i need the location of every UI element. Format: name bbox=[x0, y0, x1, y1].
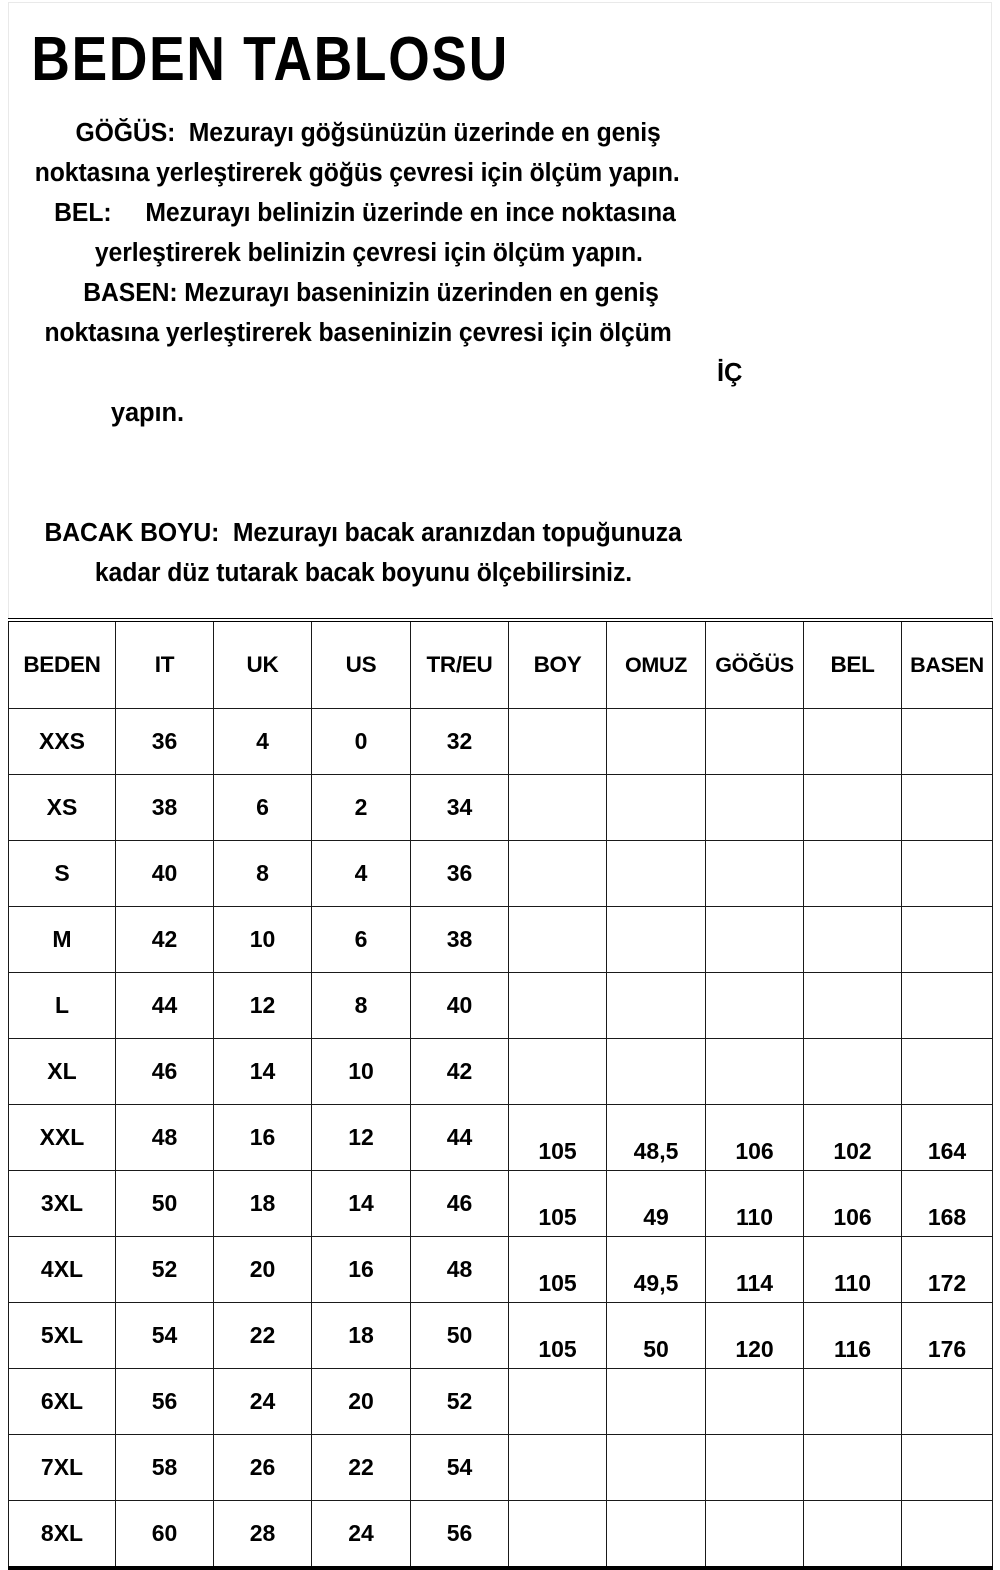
cell-us: 10 bbox=[312, 1039, 411, 1105]
cell-beden: XXS bbox=[9, 709, 116, 775]
table-row bbox=[9, 1501, 993, 1569]
cell-beden: 8XL bbox=[9, 1501, 116, 1569]
cell-basen bbox=[902, 775, 993, 841]
cell-treu: 32 bbox=[411, 709, 509, 775]
cell-it: 42 bbox=[116, 907, 214, 973]
cell-beden: XL bbox=[9, 1039, 116, 1105]
cell-basen: 168 bbox=[902, 1171, 993, 1237]
cell-treu: 44 bbox=[411, 1105, 509, 1171]
cell-us: 16 bbox=[312, 1237, 411, 1303]
cell-us: 14 bbox=[312, 1171, 411, 1237]
table-header-row bbox=[9, 620, 993, 709]
cell-beden: M bbox=[9, 907, 116, 973]
table-row bbox=[9, 907, 993, 973]
cell-gogus bbox=[706, 1369, 804, 1435]
cell-it: 38 bbox=[116, 775, 214, 841]
cell-omuz bbox=[607, 841, 706, 907]
instruction-line-gogus-2: noktasına yerleştirerek göğüs çevresi için ölçüm yapın. bbox=[34, 159, 680, 187]
cell-gogus: 120 bbox=[706, 1303, 804, 1369]
table-row bbox=[9, 1237, 993, 1303]
column-header-it: IT bbox=[116, 620, 214, 709]
cell-treu: 54 bbox=[411, 1435, 509, 1501]
instruction-line-basen-1: BASEN: Mezurayı baseninizin üzerinden en geniş bbox=[83, 279, 659, 307]
instruction-line-bel-1: BEL: Mezurayı belinizin üzerinde en ince noktasına bbox=[54, 199, 676, 227]
cell-basen bbox=[902, 1435, 993, 1501]
cell-gogus bbox=[706, 841, 804, 907]
cell-uk: 6 bbox=[214, 775, 312, 841]
cell-gogus bbox=[706, 973, 804, 1039]
cell-us: 8 bbox=[312, 973, 411, 1039]
table-row bbox=[9, 1369, 993, 1435]
cell-uk: 22 bbox=[214, 1303, 312, 1369]
size-table-header bbox=[9, 620, 993, 709]
cell-us: 6 bbox=[312, 907, 411, 973]
cell-uk: 18 bbox=[214, 1171, 312, 1237]
cell-omuz bbox=[607, 973, 706, 1039]
instruction-line-basen-2: noktasına yerleştirerek baseninizin çevresi için ölçüm bbox=[44, 319, 672, 347]
cell-omuz: 49,5 bbox=[607, 1237, 706, 1303]
cell-treu: 34 bbox=[411, 775, 509, 841]
column-header-basen: BASEN bbox=[902, 620, 993, 709]
cell-uk: 12 bbox=[214, 973, 312, 1039]
cell-us: 2 bbox=[312, 775, 411, 841]
cell-it: 60 bbox=[116, 1501, 214, 1569]
cell-beden: 4XL bbox=[9, 1237, 116, 1303]
cell-boy: 105 bbox=[509, 1171, 607, 1237]
column-header-boy: BOY bbox=[509, 620, 607, 709]
column-header-gogus: GÖĞÜS bbox=[706, 620, 804, 709]
cell-basen bbox=[902, 973, 993, 1039]
cell-omuz bbox=[607, 775, 706, 841]
cell-uk: 20 bbox=[214, 1237, 312, 1303]
cell-omuz bbox=[607, 709, 706, 775]
cell-gogus bbox=[706, 1501, 804, 1569]
cell-uk: 14 bbox=[214, 1039, 312, 1105]
cell-boy bbox=[509, 841, 607, 907]
cell-boy bbox=[509, 709, 607, 775]
cell-gogus bbox=[706, 907, 804, 973]
cell-basen: 176 bbox=[902, 1303, 993, 1369]
instruction-line-gogus-1: GÖĞÜS: Mezurayı göğsünüzün üzerinde en geniş bbox=[75, 119, 661, 147]
size-table bbox=[8, 618, 993, 1570]
table-row bbox=[9, 775, 993, 841]
cell-omuz bbox=[607, 1369, 706, 1435]
cell-boy: 105 bbox=[509, 1237, 607, 1303]
cell-treu: 40 bbox=[411, 973, 509, 1039]
cell-bel: 110 bbox=[804, 1237, 902, 1303]
cell-it: 56 bbox=[116, 1369, 214, 1435]
cell-uk: 24 bbox=[214, 1369, 312, 1435]
cell-uk: 8 bbox=[214, 841, 312, 907]
cell-boy bbox=[509, 1039, 607, 1105]
cell-boy: 105 bbox=[509, 1303, 607, 1369]
cell-omuz: 48,5 bbox=[607, 1105, 706, 1171]
cell-treu: 36 bbox=[411, 841, 509, 907]
column-header-us: US bbox=[312, 620, 411, 709]
cell-treu: 42 bbox=[411, 1039, 509, 1105]
instruction-line-basen-3-row bbox=[27, 353, 951, 513]
cell-it: 36 bbox=[116, 709, 214, 775]
cell-uk: 26 bbox=[214, 1435, 312, 1501]
cell-uk: 10 bbox=[214, 907, 312, 973]
cell-us: 22 bbox=[312, 1435, 411, 1501]
cell-treu: 52 bbox=[411, 1369, 509, 1435]
cell-beden: 5XL bbox=[9, 1303, 116, 1369]
cell-bel: 106 bbox=[804, 1171, 902, 1237]
cell-gogus bbox=[706, 1435, 804, 1501]
cell-treu: 48 bbox=[411, 1237, 509, 1303]
cell-boy bbox=[509, 973, 607, 1039]
cell-bel bbox=[804, 775, 902, 841]
cell-omuz bbox=[607, 1501, 706, 1569]
cell-bel bbox=[804, 907, 902, 973]
table-row bbox=[9, 1105, 993, 1171]
cell-us: 4 bbox=[312, 841, 411, 907]
cell-gogus: 110 bbox=[706, 1171, 804, 1237]
cell-omuz: 49 bbox=[607, 1171, 706, 1237]
cell-treu: 50 bbox=[411, 1303, 509, 1369]
cell-boy bbox=[509, 775, 607, 841]
cell-beden: 6XL bbox=[9, 1369, 116, 1435]
cell-basen: 164 bbox=[902, 1105, 993, 1171]
page-title: BEDEN TABLOSU bbox=[31, 25, 509, 94]
cell-beden: L bbox=[9, 973, 116, 1039]
cell-bel bbox=[804, 1039, 902, 1105]
cell-basen bbox=[902, 907, 993, 973]
cell-boy bbox=[509, 1435, 607, 1501]
cell-us: 18 bbox=[312, 1303, 411, 1369]
column-header-uk: UK bbox=[214, 620, 312, 709]
table-row bbox=[9, 1435, 993, 1501]
table-row bbox=[9, 973, 993, 1039]
cell-gogus bbox=[706, 709, 804, 775]
cell-basen bbox=[902, 1039, 993, 1105]
cell-gogus: 106 bbox=[706, 1105, 804, 1171]
instruction-line-bacak-2: kadar düz tutarak bacak boyunu ölçebilirsiniz. bbox=[94, 559, 633, 587]
cell-bel bbox=[804, 973, 902, 1039]
column-header-omuz: OMUZ bbox=[607, 620, 706, 709]
cell-it: 52 bbox=[116, 1237, 214, 1303]
cell-boy bbox=[509, 907, 607, 973]
cell-treu: 38 bbox=[411, 907, 509, 973]
cell-uk: 16 bbox=[214, 1105, 312, 1171]
cell-treu: 56 bbox=[411, 1501, 509, 1569]
cell-uk: 4 bbox=[214, 709, 312, 775]
cell-basen bbox=[902, 709, 993, 775]
column-header-beden: BEDEN bbox=[9, 620, 116, 709]
cell-omuz bbox=[607, 907, 706, 973]
cell-basen bbox=[902, 841, 993, 907]
cell-us: 24 bbox=[312, 1501, 411, 1569]
cell-bel bbox=[804, 1435, 902, 1501]
cell-bel bbox=[804, 709, 902, 775]
description-panel bbox=[8, 2, 992, 618]
cell-it: 46 bbox=[116, 1039, 214, 1105]
cell-us: 0 bbox=[312, 709, 411, 775]
instruction-line-bacak-1: BACAK BOYU: Mezurayı bacak aranızdan topuğunuza bbox=[44, 519, 682, 547]
cell-it: 58 bbox=[116, 1435, 214, 1501]
cell-boy bbox=[509, 1501, 607, 1569]
cell-omuz bbox=[607, 1435, 706, 1501]
cell-bel: 116 bbox=[804, 1303, 902, 1369]
cell-us: 20 bbox=[312, 1369, 411, 1435]
cell-omuz bbox=[607, 1039, 706, 1105]
cell-uk: 28 bbox=[214, 1501, 312, 1569]
instruction-line-basen-3: yapın. bbox=[110, 399, 184, 427]
cell-treu: 46 bbox=[411, 1171, 509, 1237]
cell-beden: 3XL bbox=[9, 1171, 116, 1237]
cell-it: 40 bbox=[116, 841, 214, 907]
cell-bel: 102 bbox=[804, 1105, 902, 1171]
ic-label: İÇ bbox=[717, 359, 743, 387]
cell-boy bbox=[509, 1369, 607, 1435]
table-row bbox=[9, 1039, 993, 1105]
measurement-instructions bbox=[9, 91, 991, 593]
cell-beden: 7XL bbox=[9, 1435, 116, 1501]
cell-gogus bbox=[706, 775, 804, 841]
cell-basen: 172 bbox=[902, 1237, 993, 1303]
cell-bel bbox=[804, 841, 902, 907]
table-row bbox=[9, 841, 993, 907]
table-row bbox=[9, 709, 993, 775]
cell-it: 48 bbox=[116, 1105, 214, 1171]
cell-gogus bbox=[706, 1039, 804, 1105]
cell-omuz: 50 bbox=[607, 1303, 706, 1369]
cell-bel bbox=[804, 1369, 902, 1435]
size-table-body bbox=[9, 709, 993, 1569]
cell-boy: 105 bbox=[509, 1105, 607, 1171]
cell-beden: XXL bbox=[9, 1105, 116, 1171]
cell-basen bbox=[902, 1501, 993, 1569]
table-row bbox=[9, 1303, 993, 1369]
table-row bbox=[9, 1171, 993, 1237]
column-header-bel: BEL bbox=[804, 620, 902, 709]
cell-basen bbox=[902, 1369, 993, 1435]
cell-it: 54 bbox=[116, 1303, 214, 1369]
cell-bel bbox=[804, 1501, 902, 1569]
cell-us: 12 bbox=[312, 1105, 411, 1171]
cell-beden: S bbox=[9, 841, 116, 907]
instruction-line-bel-2: yerleştirerek belinizin çevresi için ölçüm yapın. bbox=[94, 239, 643, 267]
cell-gogus: 114 bbox=[706, 1237, 804, 1303]
column-header-treu: TR/EU bbox=[411, 620, 509, 709]
cell-it: 50 bbox=[116, 1171, 214, 1237]
cell-it: 44 bbox=[116, 973, 214, 1039]
cell-beden: XS bbox=[9, 775, 116, 841]
